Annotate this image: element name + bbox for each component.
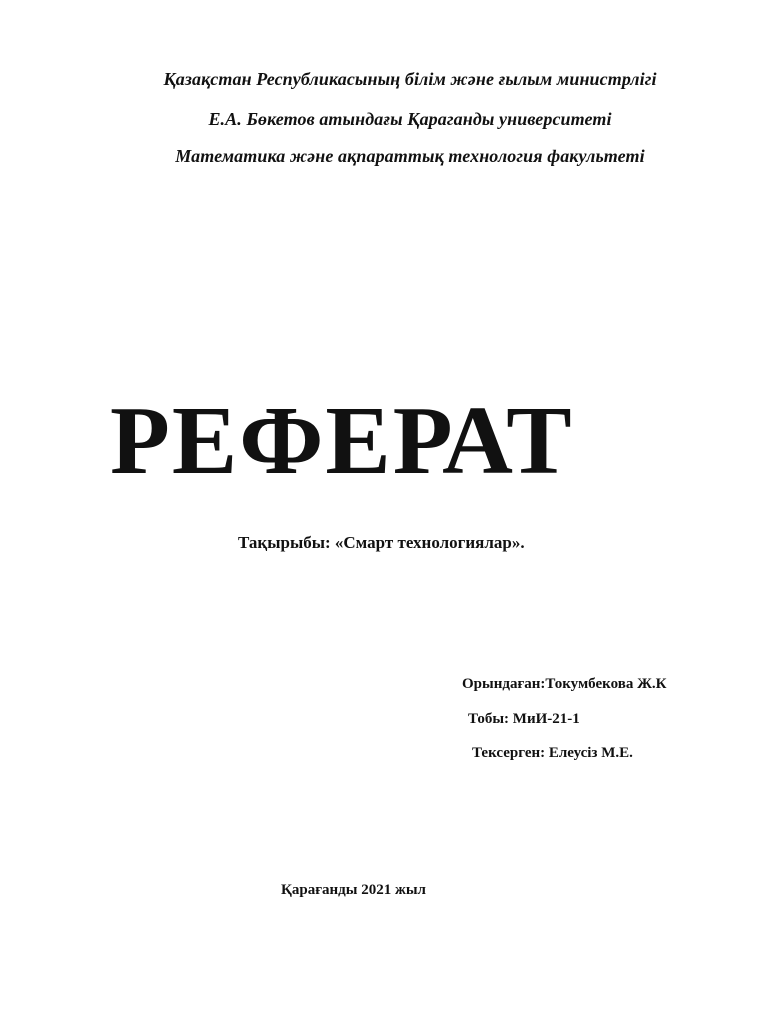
university-heading: Е.А. Бөкетов атындағы Қараганды университеті: [208, 109, 612, 129]
reviewer-line: Тексерген: Елеусіз М.Е.: [472, 745, 633, 761]
performer-line: Орындаған:Токумбекова Ж.К: [462, 676, 667, 692]
topic-line: Тақырыбы: «Смарт технологиялар».: [238, 533, 525, 552]
ministry-heading: Қазақстан Республикасының білім және ғылым министрлігі: [163, 69, 657, 89]
group-line: Тобы: МиИ-21-1: [468, 711, 580, 727]
document-title: РЕФЕРАТ: [110, 387, 574, 495]
faculty-heading: Математика және ақпараттық технология факультеті: [175, 146, 645, 166]
city-year-footer: Қарағанды 2021 жыл: [281, 882, 426, 898]
